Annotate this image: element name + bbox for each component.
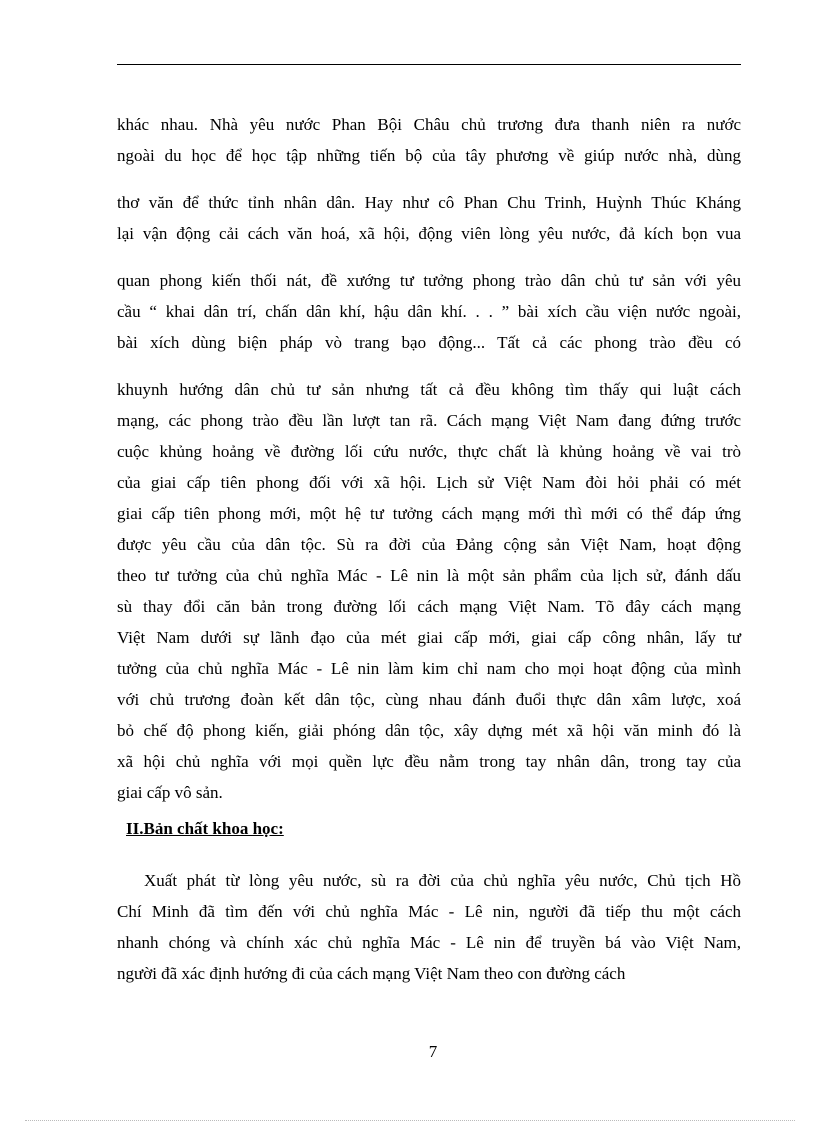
text-line: lại vận động cải cách văn hoá, xã hội, động viên lòng yêu nước, đả kích bọn vua (117, 224, 741, 243)
text-line: khác nhau. Nhà yêu nước Phan Bội Châu chủ trương đưa thanh niên ra nước (117, 115, 741, 134)
header-rule (117, 64, 741, 65)
text-line: khuynh hướng dân chủ tư sản nhưng tất cả đều không tìm thấy qui luật cách (117, 380, 741, 399)
text-line: giai cấp vô sản. (117, 783, 223, 802)
text-line: cuộc khủng hoảng về đường lối cứu nước, thực chất là khủng hoảng về vai trò (117, 442, 741, 461)
text-line: xã hội chủ nghĩa với mọi quền lực đều nằm trong tay nhân dân, trong tay của (117, 752, 741, 771)
text-line: bài xích dùng biện pháp vò trang bạo động... Tất cả các phong trào đều có (117, 333, 741, 352)
text-line: giai cấp tiên phong mới, một hệ tư tưởng cách mạng mới thì mới có thể đáp ứng (117, 504, 741, 523)
text-line: thơ văn để thức tỉnh nhân dân. Hay như cô Phan Chu Trinh, Huỳnh Thúc Kháng (117, 193, 741, 212)
page-number: 7 (428, 1042, 438, 1061)
text-line: quan phong kiến thối nát, đề xướng tư tưởng phong trào dân chủ tư sản với yêu (117, 271, 741, 290)
text-line: Chí Minh đã tìm đến với chủ nghĩa Mác - Lê nin, người đã tiếp thu một cách (117, 902, 741, 921)
text-line: của giai cấp tiên phong đối với xã hội. Lịch sử Việt Nam đòi hỏi phải có mét (117, 473, 741, 492)
text-line: Xuất phát từ lòng yêu nước, sù ra đời của chủ nghĩa yêu nước, Chủ tịch Hồ (144, 871, 741, 890)
text-line: theo tư tưởng của chủ nghĩa Mác - Lê nin là một sản phẩm của lịch sử, đánh dấu (117, 566, 741, 585)
text-line: tưởng của chủ nghĩa Mác - Lê nin làm kim chỉ nam cho mọi hoạt động của mình (117, 659, 741, 678)
text-line: ngoài du học để học tập những tiến bộ của tây phương về giúp nước nhà, dùng (117, 146, 741, 165)
text-line: sù thay đổi căn bản trong đường lối cách mạng Việt Nam. Tõ đây cách mạng (117, 597, 741, 616)
text-line: với chủ trương đoàn kết dân tộc, cùng nhau đánh đuổi thực dân xâm lược, xoá (117, 690, 741, 709)
text-line: nhanh chóng và chính xác chủ nghĩa Mác - Lê nin để truyền bá vào Việt Nam, (117, 933, 741, 952)
text-line: bỏ chế độ phong kiến, giải phóng dân tộc, xây dựng mét xã hội văn minh đó là (117, 721, 741, 740)
text-line: người đã xác định hướng đi của cách mạng Việt Nam theo con đường cách (117, 964, 626, 983)
section-heading: II.Bản chất khoa học: (126, 819, 284, 838)
text-line: cầu “ khai dân trí, chấn dân khí, hậu dân khí. . . ” bài xích cầu viện nước ngoài, (117, 302, 741, 321)
page-boundary (25, 1120, 795, 1121)
text-line: mạng, các phong trào đều lần lượt tan rã. Cách mạng Việt Nam đang đứng trước (117, 411, 741, 430)
text-line: được yêu cầu của dân tộc. Sù ra đời của Đảng cộng sản Việt Nam, hoạt động (117, 535, 741, 554)
text-line: Việt Nam dưới sự lãnh đạo của mét giai cấp mới, giai cấp công nhân, lấy tư (117, 628, 741, 647)
